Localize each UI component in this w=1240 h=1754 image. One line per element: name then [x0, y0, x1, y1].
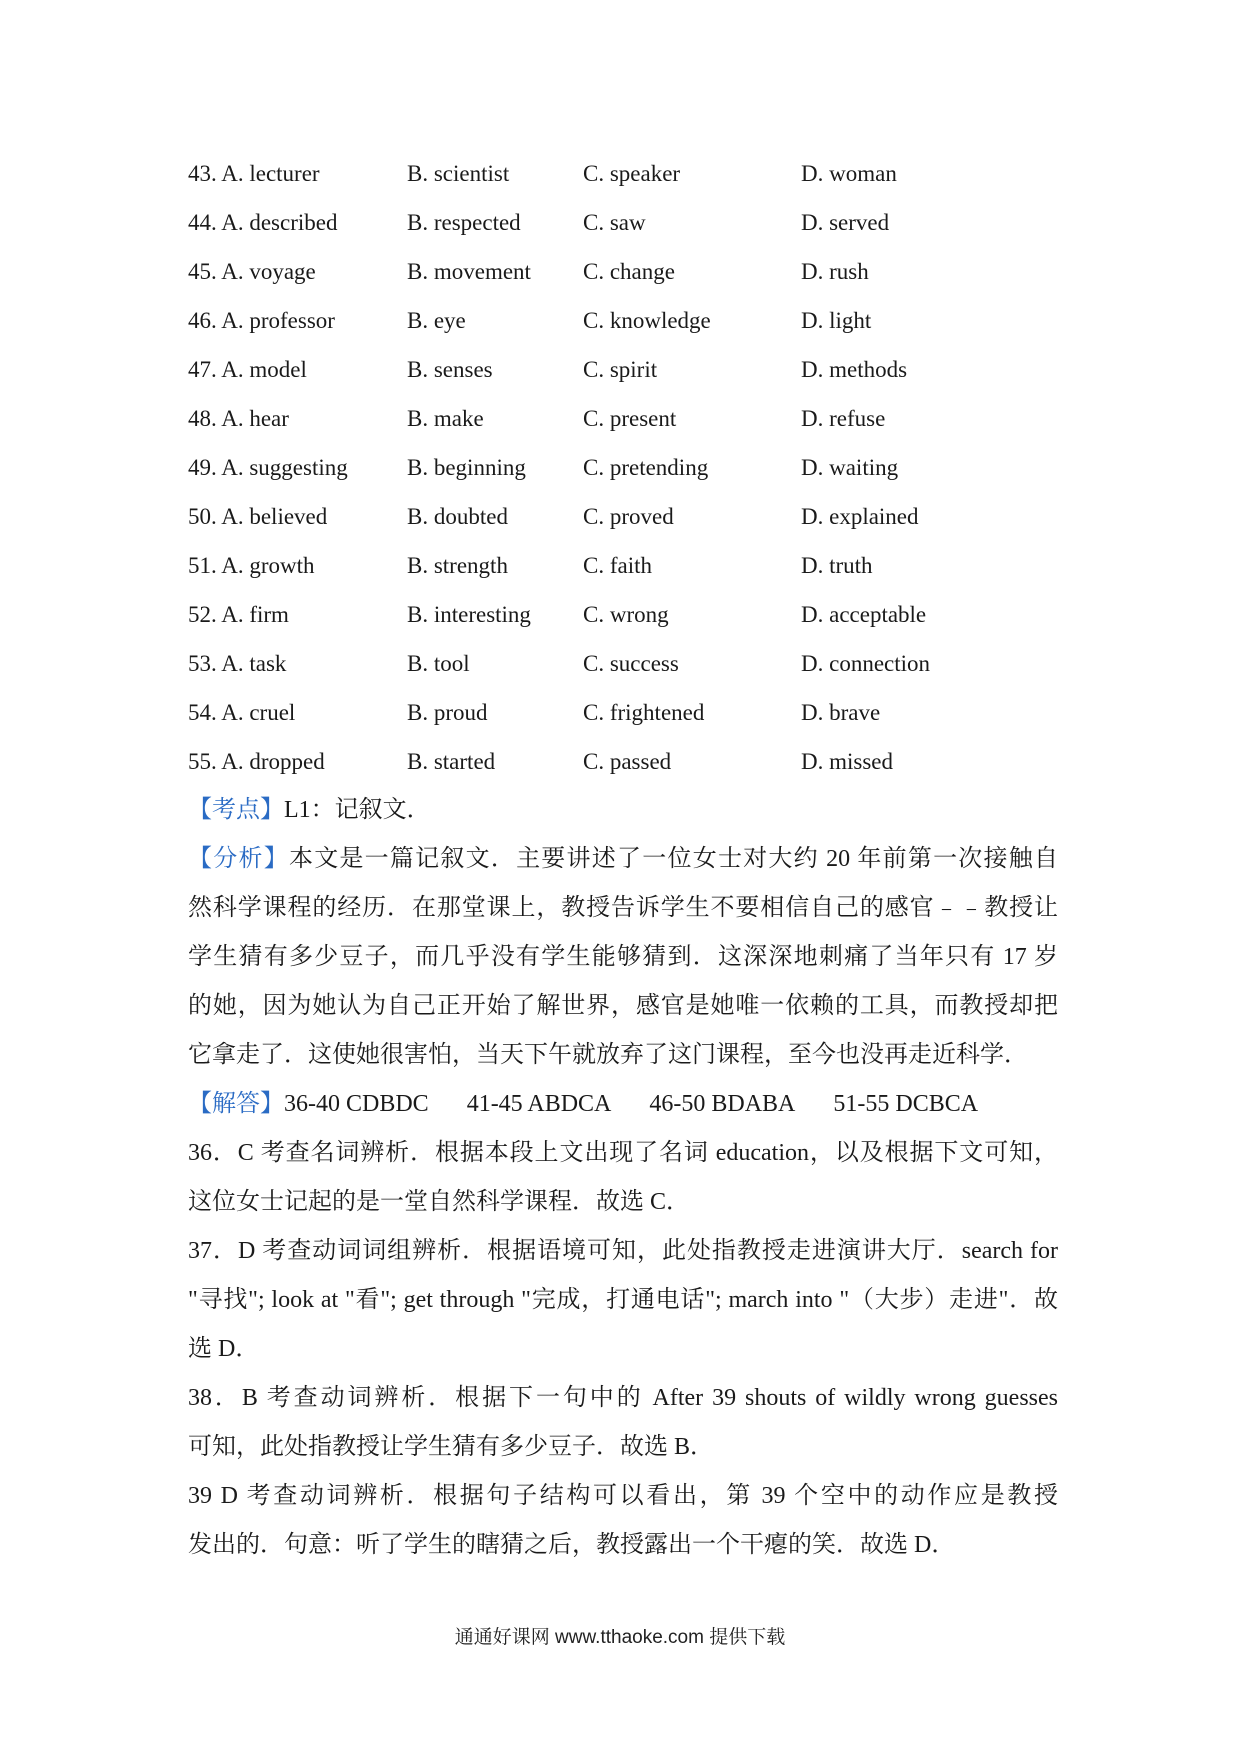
- option-c: C. faith: [583, 553, 652, 578]
- kaodian-line: [188, 786, 1058, 835]
- answer-group: 51-55 DCBCA: [833, 1091, 979, 1117]
- explanation-line: 发出的．句意：听了学生的瞎猜之后，教授露出一个干瘪的笑．故选 D．: [188, 1532, 956, 1558]
- option-row: [188, 695, 1068, 744]
- answer-group: 36-40 CDBDC: [284, 1091, 429, 1117]
- explanation-line: 39 D 考查动词辨析．根据句子结构可以看出，第 39 个空中的动作应是教授: [188, 1483, 1058, 1509]
- option-c: C. proved: [583, 504, 674, 529]
- option-row: [188, 597, 1068, 646]
- option-d: D. waiting: [801, 455, 899, 480]
- option-row: [188, 548, 1068, 597]
- option-d: D. brave: [801, 700, 881, 725]
- option-row: [188, 450, 1068, 499]
- option-d: D. methods: [801, 357, 908, 382]
- fenxi-tag: 【分析】: [188, 846, 289, 872]
- option-a: 47. A. model: [188, 357, 307, 382]
- option-c: C. wrong: [583, 602, 669, 627]
- option-b: B. interesting: [407, 602, 531, 627]
- option-a: 44. A. described: [188, 210, 338, 235]
- explanation-line: "寻找"; look at "看"; get through "完成，打通电话"; march into "（大步）走进"．故: [188, 1287, 1058, 1313]
- jieda-tag: 【解答】: [188, 1091, 284, 1117]
- fenxi-text: 本文是一篇记叙文．主要讲述了一位女士对大约 20 年前第一次接触自: [288, 846, 1059, 872]
- option-b: B. beginning: [407, 455, 526, 480]
- explanation-line: 37．D 考查动词词组辨析．根据语境可知，此处指教授走进演讲大厅．search for: [188, 1238, 1058, 1264]
- option-d: D. explained: [801, 504, 919, 529]
- option-d: D. refuse: [801, 406, 886, 431]
- analysis-section: [188, 786, 1058, 1570]
- option-a: 46. A. professor: [188, 308, 335, 333]
- option-b: B. senses: [407, 357, 493, 382]
- option-c: C. speaker: [583, 161, 681, 186]
- answer-group: 41-45 ABDCA: [466, 1091, 612, 1117]
- option-c: C. frightened: [583, 700, 705, 725]
- option-b: B. scientist: [407, 161, 510, 186]
- options-table: [188, 156, 1068, 793]
- option-a: 53. A. task: [188, 651, 287, 676]
- explanation-line: 可知，此处指教授让学生猜有多少豆子．故选 B．: [188, 1434, 715, 1460]
- kaodian-tag: 【考点】: [188, 797, 284, 823]
- option-b: B. respected: [407, 210, 521, 235]
- explanation-line: 选 D．: [188, 1336, 260, 1362]
- fenxi-line: [188, 835, 1058, 884]
- option-row: [188, 352, 1068, 401]
- option-a: 55. A. dropped: [188, 749, 325, 774]
- option-d: D. rush: [801, 259, 869, 284]
- explanation-line: 38．B 考查动词辨析．根据下一句中的 After 39 shouts of wildly wrong guesses: [188, 1385, 1058, 1411]
- kaodian-text: L1：记叙文．: [284, 797, 431, 823]
- option-c: C. passed: [583, 749, 672, 774]
- option-b: B. tool: [407, 651, 470, 676]
- option-a: 43. A. lecturer: [188, 161, 320, 186]
- page-footer: 通通好课网 www.tthaoke.com 提供下载: [454, 1627, 786, 1648]
- option-c: C. success: [583, 651, 679, 676]
- option-b: B. movement: [407, 259, 531, 284]
- option-b: B. eye: [407, 308, 466, 333]
- option-row: [188, 499, 1068, 548]
- option-d: D. served: [801, 210, 890, 235]
- explanation-line: 36．C 考查名词辨析．根据本段上文出现了名词 education，以及根据下文可知，: [188, 1140, 1058, 1166]
- option-a: 45. A. voyage: [188, 259, 316, 284]
- option-c: C. saw: [583, 210, 646, 235]
- option-b: B. make: [407, 406, 484, 431]
- jieda-line: [188, 1080, 1058, 1129]
- option-c: C. pretending: [583, 455, 709, 480]
- option-row: [188, 156, 1068, 205]
- answer-group: 46-50 BDABA: [649, 1091, 796, 1117]
- fenxi-line: 然科学课程的经历．在那堂课上，教授告诉学生不要相信自己的感官﹣﹣教授让: [188, 895, 1058, 921]
- option-a: 48. A. hear: [188, 406, 289, 431]
- option-d: D. light: [801, 308, 872, 333]
- option-a: 52. A. firm: [188, 602, 289, 627]
- option-b: B. strength: [407, 553, 508, 578]
- option-d: D. woman: [801, 161, 897, 186]
- option-d: D. truth: [801, 553, 873, 578]
- option-b: B. doubted: [407, 504, 508, 529]
- option-d: D. acceptable: [801, 602, 927, 627]
- option-a: 54. A. cruel: [188, 700, 296, 725]
- option-d: D. connection: [801, 651, 931, 676]
- fenxi-line: 的她，因为她认为自己正开始了解世界，感官是她唯一依赖的工具，而教授却把: [188, 993, 1058, 1019]
- option-b: B. started: [407, 749, 496, 774]
- explanation-line: 这位女士记起的是一堂自然科学课程．故选 C．: [188, 1189, 691, 1215]
- option-c: C. spirit: [583, 357, 658, 382]
- option-c: C. present: [583, 406, 677, 431]
- option-c: C. knowledge: [583, 308, 711, 333]
- option-b: B. proud: [407, 700, 488, 725]
- option-row: [188, 254, 1068, 303]
- option-row: [188, 401, 1068, 450]
- option-a: 50. A. believed: [188, 504, 328, 529]
- option-d: D. missed: [801, 749, 893, 774]
- option-a: 49. A. suggesting: [188, 455, 348, 480]
- fenxi-line: 学生猜有多少豆子，而几乎没有学生能够猜到．这深深地刺痛了当年只有 17 岁: [188, 944, 1058, 970]
- fenxi-line: 它拿走了．这使她很害怕，当天下午就放弃了这门课程，至今也没再走近科学．: [188, 1042, 1028, 1068]
- option-row: [188, 205, 1068, 254]
- option-row: [188, 646, 1068, 695]
- option-row: [188, 303, 1068, 352]
- option-c: C. change: [583, 259, 675, 284]
- option-a: 51. A. growth: [188, 553, 315, 578]
